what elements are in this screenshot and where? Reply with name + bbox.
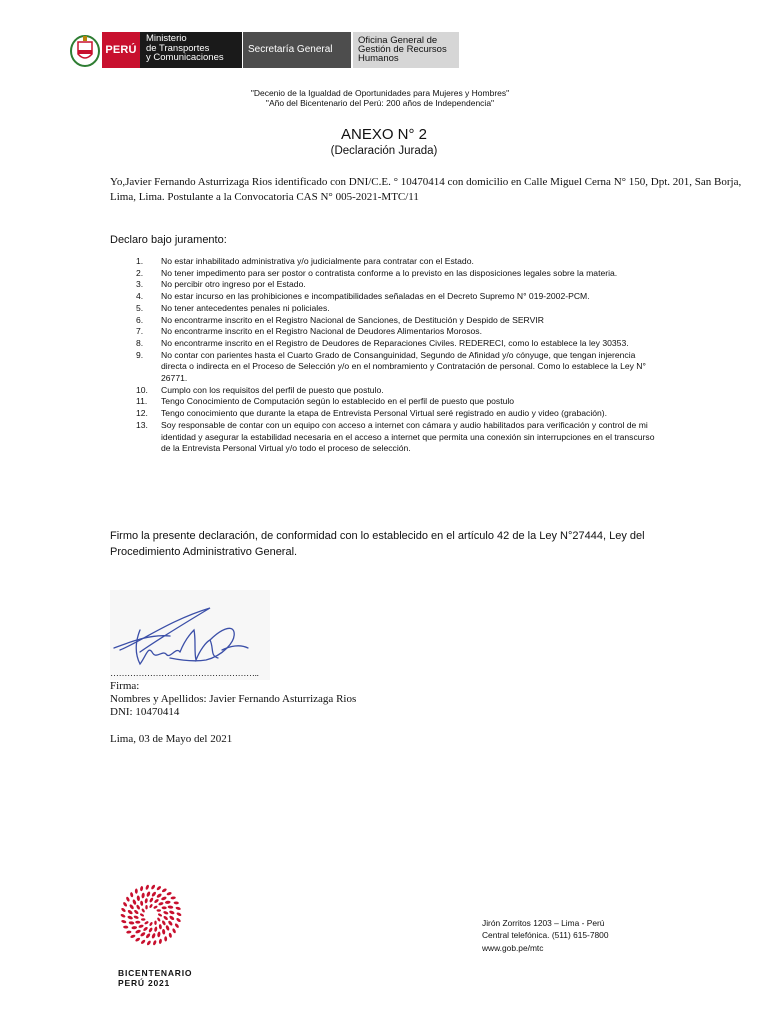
signature-label: Firma: <box>110 680 140 692</box>
closing-paragraph: Firmo la presente declaración, de conformidad con lo establecido en el artículo 42 de la Ley N°27444, Ley del Procedimiento Administrativo General. <box>110 530 645 558</box>
document-title: ANEXO N° 2 <box>340 126 428 143</box>
list-item: 11. Tengo Conocimiento de Computación según lo establecido en el perfil de puesto que postulo <box>136 396 515 407</box>
list-item: 8. No encontrarme inscrito en el Registro de Deudores de Reparaciones Civiles. REDERECI, como lo establece la ley 30353. <box>136 337 629 348</box>
motto-line-1: "Decenio de la Igualdad de Oportunidades para Mujeres y Hombres" <box>250 88 510 98</box>
list-item: 10. Cumplo con los requisitos del perfil de puesto que postulo. <box>136 384 384 395</box>
declaration-heading: Declaro bajo juramento: <box>110 234 227 246</box>
peru-2021-label: PERÚ 2021 <box>118 978 171 988</box>
footer-website[interactable]: www.gob.pe/mtc <box>482 943 544 953</box>
office-name: Oficina General de Gestión de Recursos Humanos <box>353 32 459 68</box>
signer-dni: DNI: 10470414 <box>110 706 180 718</box>
bicentenario-label: BICENTENARIO <box>118 968 193 978</box>
peru-label: PERÚ <box>102 32 140 68</box>
footer-address: Jirón Zorritos 1203 – Lima - Perú <box>482 918 605 928</box>
header-logo-band <box>68 32 459 68</box>
list-item: 4. No estar incurso en las prohibiciones e incompatibilidades señaladas en el Decreto Supremo N° 019-2002-PCM. <box>136 291 590 302</box>
handwritten-signature <box>110 590 270 680</box>
footer-phone: Central telefónica. (511) 615-7800 <box>482 930 609 940</box>
bicentenario-logo-icon <box>118 882 184 948</box>
list-item: 3. No percibir otro ingreso por el Estado. <box>136 279 306 290</box>
list-item: 12. Tengo conocimiento que durante la etapa de Entrevista Personal Virtual seré registrado en audio y video (grabación). <box>136 408 608 419</box>
list-item: 2. No tener impedimento para ser postor o contratista conforme a lo previsto en las disposiciones legales sobre la materia. <box>136 267 618 278</box>
declaration-list <box>136 256 656 455</box>
secretariat-name: Secretaría General <box>243 32 351 68</box>
list-item: 7. No encontrarme inscrito en el Registro Nacional de Deudores Alimentarios Morosos. <box>136 326 482 337</box>
list-item: 5. No tener antecedentes penales ni policiales. <box>136 302 330 313</box>
coat-of-arms-icon <box>68 32 102 68</box>
list-item: 6. No encontrarme inscrito en el Registro Nacional de Sanciones, de Destitución y Despido de SERVIR <box>136 314 544 325</box>
list-item: 13. Soy responsable de contar con un equipo con acceso a internet con cámara y audio habilitados para verificación y control de mi identidad y asegurar la estabilidad necesaria en el acceso a internet que permita una conexión sin interrupciones en el transcurso de la Entrevista Personal Virtual y/o todo el proceso de selección. <box>136 419 655 454</box>
signer-names: Nombres y Apellidos: Javier Fernando Asturrizaga Rios <box>110 693 357 705</box>
motto-line-2: "Año del Bicentenario del Perú: 200 años de Independencia" <box>265 98 495 108</box>
signature-line: …………………………………………….. <box>110 668 259 678</box>
list-item: 9. No contar con parientes hasta el Cuarto Grado de Consanguinidad, Segundo de Afinidad y/o cónyuge, que tengan injerencia directa o indirecta en el Proceso de Selección y/o en el nombramiento y Contratación de personal. Como lo establece la Ley N° 26771. <box>136 349 646 384</box>
place-date: Lima, 03 de Mayo del 2021 <box>110 733 233 745</box>
list-item: 1. No estar inhabilitado administrativa y/o judicialmente para contratar con el Estado. <box>136 256 474 266</box>
document-subtitle: (Declaración Jurada) <box>330 145 438 157</box>
ministry-name: Ministerio de Transportes y Comunicaciones <box>140 32 242 68</box>
intro-paragraph: Yo,Javier Fernando Asturrizaga Rios identificado con DNI/C.E. ° 10470414 con domicilio en Calle Miguel Cerna N° 150, Dpt. 201, San Borja, Lima, Lima. Postulante a la Convocatoria CAS N° 005-2021-MTC/11 <box>110 176 742 203</box>
